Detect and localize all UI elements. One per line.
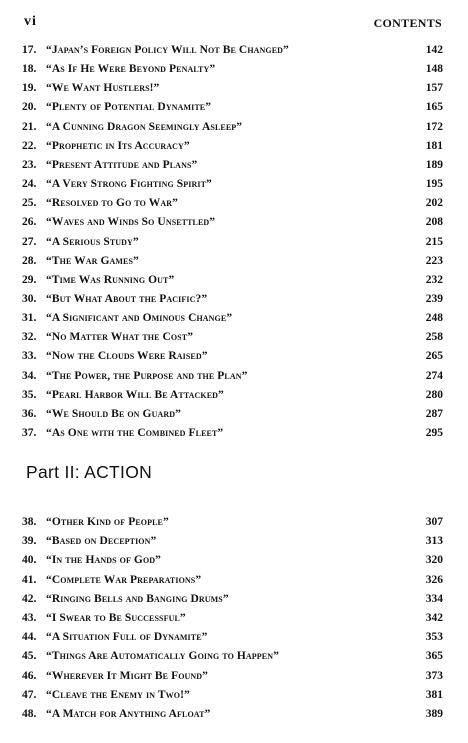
chapter-title: “Things Are Automatically Going to Happen” (46, 650, 279, 663)
chapter-title: “As If He Were Beyond Penalty” (46, 63, 216, 76)
chapter-page-number: 202 (425, 197, 443, 210)
chapter-page-number: 365 (425, 650, 443, 663)
chapter-title: “A Match for Anything Afloat” (46, 708, 211, 720)
toc-entry (0, 213, 468, 232)
chapter-page-number: 265 (425, 350, 443, 363)
chapter-number: 43. (22, 612, 37, 624)
chapter-title: “Now the Clouds Were Raised” (46, 350, 208, 363)
toc-entry (0, 405, 468, 424)
chapter-number: 26. (22, 216, 37, 229)
toc-entry (0, 252, 468, 271)
chapter-page-number: 165 (425, 101, 443, 114)
toc-entry (0, 328, 468, 347)
chapter-page-number: 208 (425, 216, 443, 229)
chapter-title: “Ringing Bells and Banging Drums” (46, 592, 229, 605)
page-folio: vi (24, 14, 37, 29)
toc-entry (0, 175, 468, 194)
chapter-title: “Based on Deception” (46, 535, 157, 548)
chapter-page-number: 142 (425, 44, 443, 56)
chapter-page-number: 248 (425, 312, 443, 325)
toc-entry (0, 98, 468, 117)
chapter-page-number: 232 (425, 273, 443, 286)
chapter-title: “Other Kind of People” (46, 516, 169, 528)
chapter-number: 25. (22, 197, 37, 210)
chapter-page-number: 195 (425, 178, 443, 191)
chapter-page-number: 280 (425, 388, 443, 401)
chapter-page-number: 342 (425, 612, 443, 624)
chapter-number: 35. (22, 388, 37, 401)
chapter-title: “But What About the Pacific?” (46, 292, 208, 305)
chapter-page-number: 389 (425, 708, 443, 720)
chapter-page-number: 320 (425, 554, 443, 567)
chapter-title: “A Significant and Ominous Change” (46, 312, 233, 325)
chapter-title: “Cleave the Enemy in Two!” (46, 688, 190, 701)
chapter-title: “Plenty of Potential Dynamite” (46, 101, 212, 114)
chapter-page-number: 181 (425, 139, 443, 152)
chapter-page-number: 326 (425, 573, 443, 586)
chapter-title: “A Cunning Dragon Seemingly Asleep” (46, 120, 243, 133)
chapter-number: 29. (22, 273, 37, 286)
chapter-number: 22. (22, 139, 37, 152)
chapter-number: 32. (22, 331, 37, 344)
chapter-number: 19. (22, 82, 37, 95)
toc-entry (0, 60, 468, 79)
toc-entry (0, 667, 468, 686)
toc-entry (0, 590, 468, 609)
chapter-page-number: 157 (425, 82, 443, 95)
chapter-number: 23. (22, 158, 37, 171)
chapter-title: “I Swear to Be Successful” (46, 612, 186, 624)
chapter-number: 31. (22, 312, 37, 325)
chapter-number: 46. (22, 669, 37, 682)
chapter-title: “Time Was Running Out” (46, 273, 175, 286)
chapter-number: 17. (22, 44, 37, 56)
toc-entry (0, 532, 468, 551)
toc-entry (0, 386, 468, 405)
chapter-page-number: 381 (425, 688, 443, 701)
chapter-number: 34. (22, 369, 37, 382)
chapter-page-number: 295 (425, 427, 443, 439)
chapter-title: “The War Games” (46, 254, 139, 267)
chapter-number: 33. (22, 350, 37, 363)
chapter-title: “Japan’s Foreign Policy Will Not Be Changed” (46, 44, 289, 56)
chapter-number: 48. (22, 708, 37, 720)
chapter-number: 36. (22, 407, 37, 420)
chapter-number: 47. (22, 688, 37, 701)
chapter-title: “Wherever It Might Be Found” (46, 669, 209, 682)
chapter-page-number: 307 (425, 516, 443, 528)
page-header (24, 12, 442, 32)
toc-entry (0, 271, 468, 290)
chapter-title: “We Want Hustlers!” (46, 82, 160, 95)
chapter-title: “Prophetic in Its Accuracy” (46, 139, 190, 152)
chapter-title: “A Very Strong Fighting Spirit” (46, 178, 212, 191)
toc-entry (0, 137, 468, 156)
toc-entry (0, 156, 468, 175)
chapter-page-number: 287 (425, 407, 443, 420)
toc-entry (0, 41, 468, 60)
toc-entry (0, 686, 468, 705)
chapter-page-number: 258 (425, 331, 443, 344)
chapter-page-number: 313 (425, 535, 443, 548)
chapter-page-number: 215 (425, 235, 443, 248)
chapter-number: 27. (22, 235, 37, 248)
toc-entry (0, 705, 468, 724)
chapter-page-number: 239 (425, 292, 443, 305)
chapter-number: 20. (22, 101, 37, 114)
toc-entry (0, 647, 468, 666)
toc-entry (0, 424, 468, 443)
chapter-number: 41. (22, 573, 37, 586)
toc-entry (0, 290, 468, 309)
chapter-title: “A Situation Full of Dynamite” (46, 631, 208, 644)
toc-entry (0, 309, 468, 328)
chapter-number: 45. (22, 650, 37, 663)
chapter-number: 37. (22, 427, 37, 439)
chapter-title: “Present Attitude and Plans” (46, 158, 198, 171)
chapter-title: “The Power, the Purpose and the Plan” (46, 369, 248, 382)
toc-entry (0, 609, 468, 628)
toc-entry (0, 628, 468, 647)
chapter-title: “Complete War Preparations” (46, 573, 202, 586)
chapter-page-number: 274 (425, 369, 443, 382)
chapter-number: 24. (22, 178, 37, 191)
chapter-page-number: 373 (425, 669, 443, 682)
toc-entry (0, 347, 468, 366)
chapter-title: “Resolved to Go to War” (46, 197, 178, 210)
toc-entry (0, 513, 468, 532)
chapter-number: 28. (22, 254, 37, 267)
chapter-title: “As One with the Combined Fleet” (46, 427, 224, 439)
part-heading: Part II: ACTION (26, 462, 153, 482)
toc-entry (0, 233, 468, 252)
chapter-number: 38. (22, 516, 37, 528)
toc-entry (0, 118, 468, 137)
chapter-page-number: 334 (425, 592, 443, 605)
toc-entry (0, 571, 468, 590)
chapter-page-number: 353 (425, 631, 443, 644)
toc-entry (0, 367, 468, 386)
chapter-page-number: 148 (425, 63, 443, 76)
chapter-number: 40. (22, 554, 37, 567)
chapter-page-number: 189 (425, 158, 443, 171)
chapter-title: “In the Hands of God” (46, 554, 162, 567)
chapter-number: 18. (22, 63, 37, 76)
chapter-title: “A Serious Study” (46, 235, 139, 248)
chapter-number: 44. (22, 631, 37, 644)
chapter-title: “No Matter What the Cost” (46, 331, 194, 344)
toc-entry (0, 194, 468, 213)
chapter-title: “Pearl Harbor Will Be Attacked” (46, 388, 224, 401)
running-head: CONTENTS (373, 16, 442, 30)
chapter-number: 39. (22, 535, 37, 548)
toc-entry (0, 551, 468, 570)
chapter-title: “Waves and Winds So Unsettled” (46, 216, 216, 229)
chapter-page-number: 172 (425, 120, 443, 133)
chapter-number: 42. (22, 592, 37, 605)
chapter-number: 30. (22, 292, 37, 305)
chapter-page-number: 223 (425, 254, 443, 267)
chapter-number: 21. (22, 120, 37, 133)
toc-entry (0, 79, 468, 98)
chapter-title: “We Should Be on Guard” (46, 407, 181, 420)
